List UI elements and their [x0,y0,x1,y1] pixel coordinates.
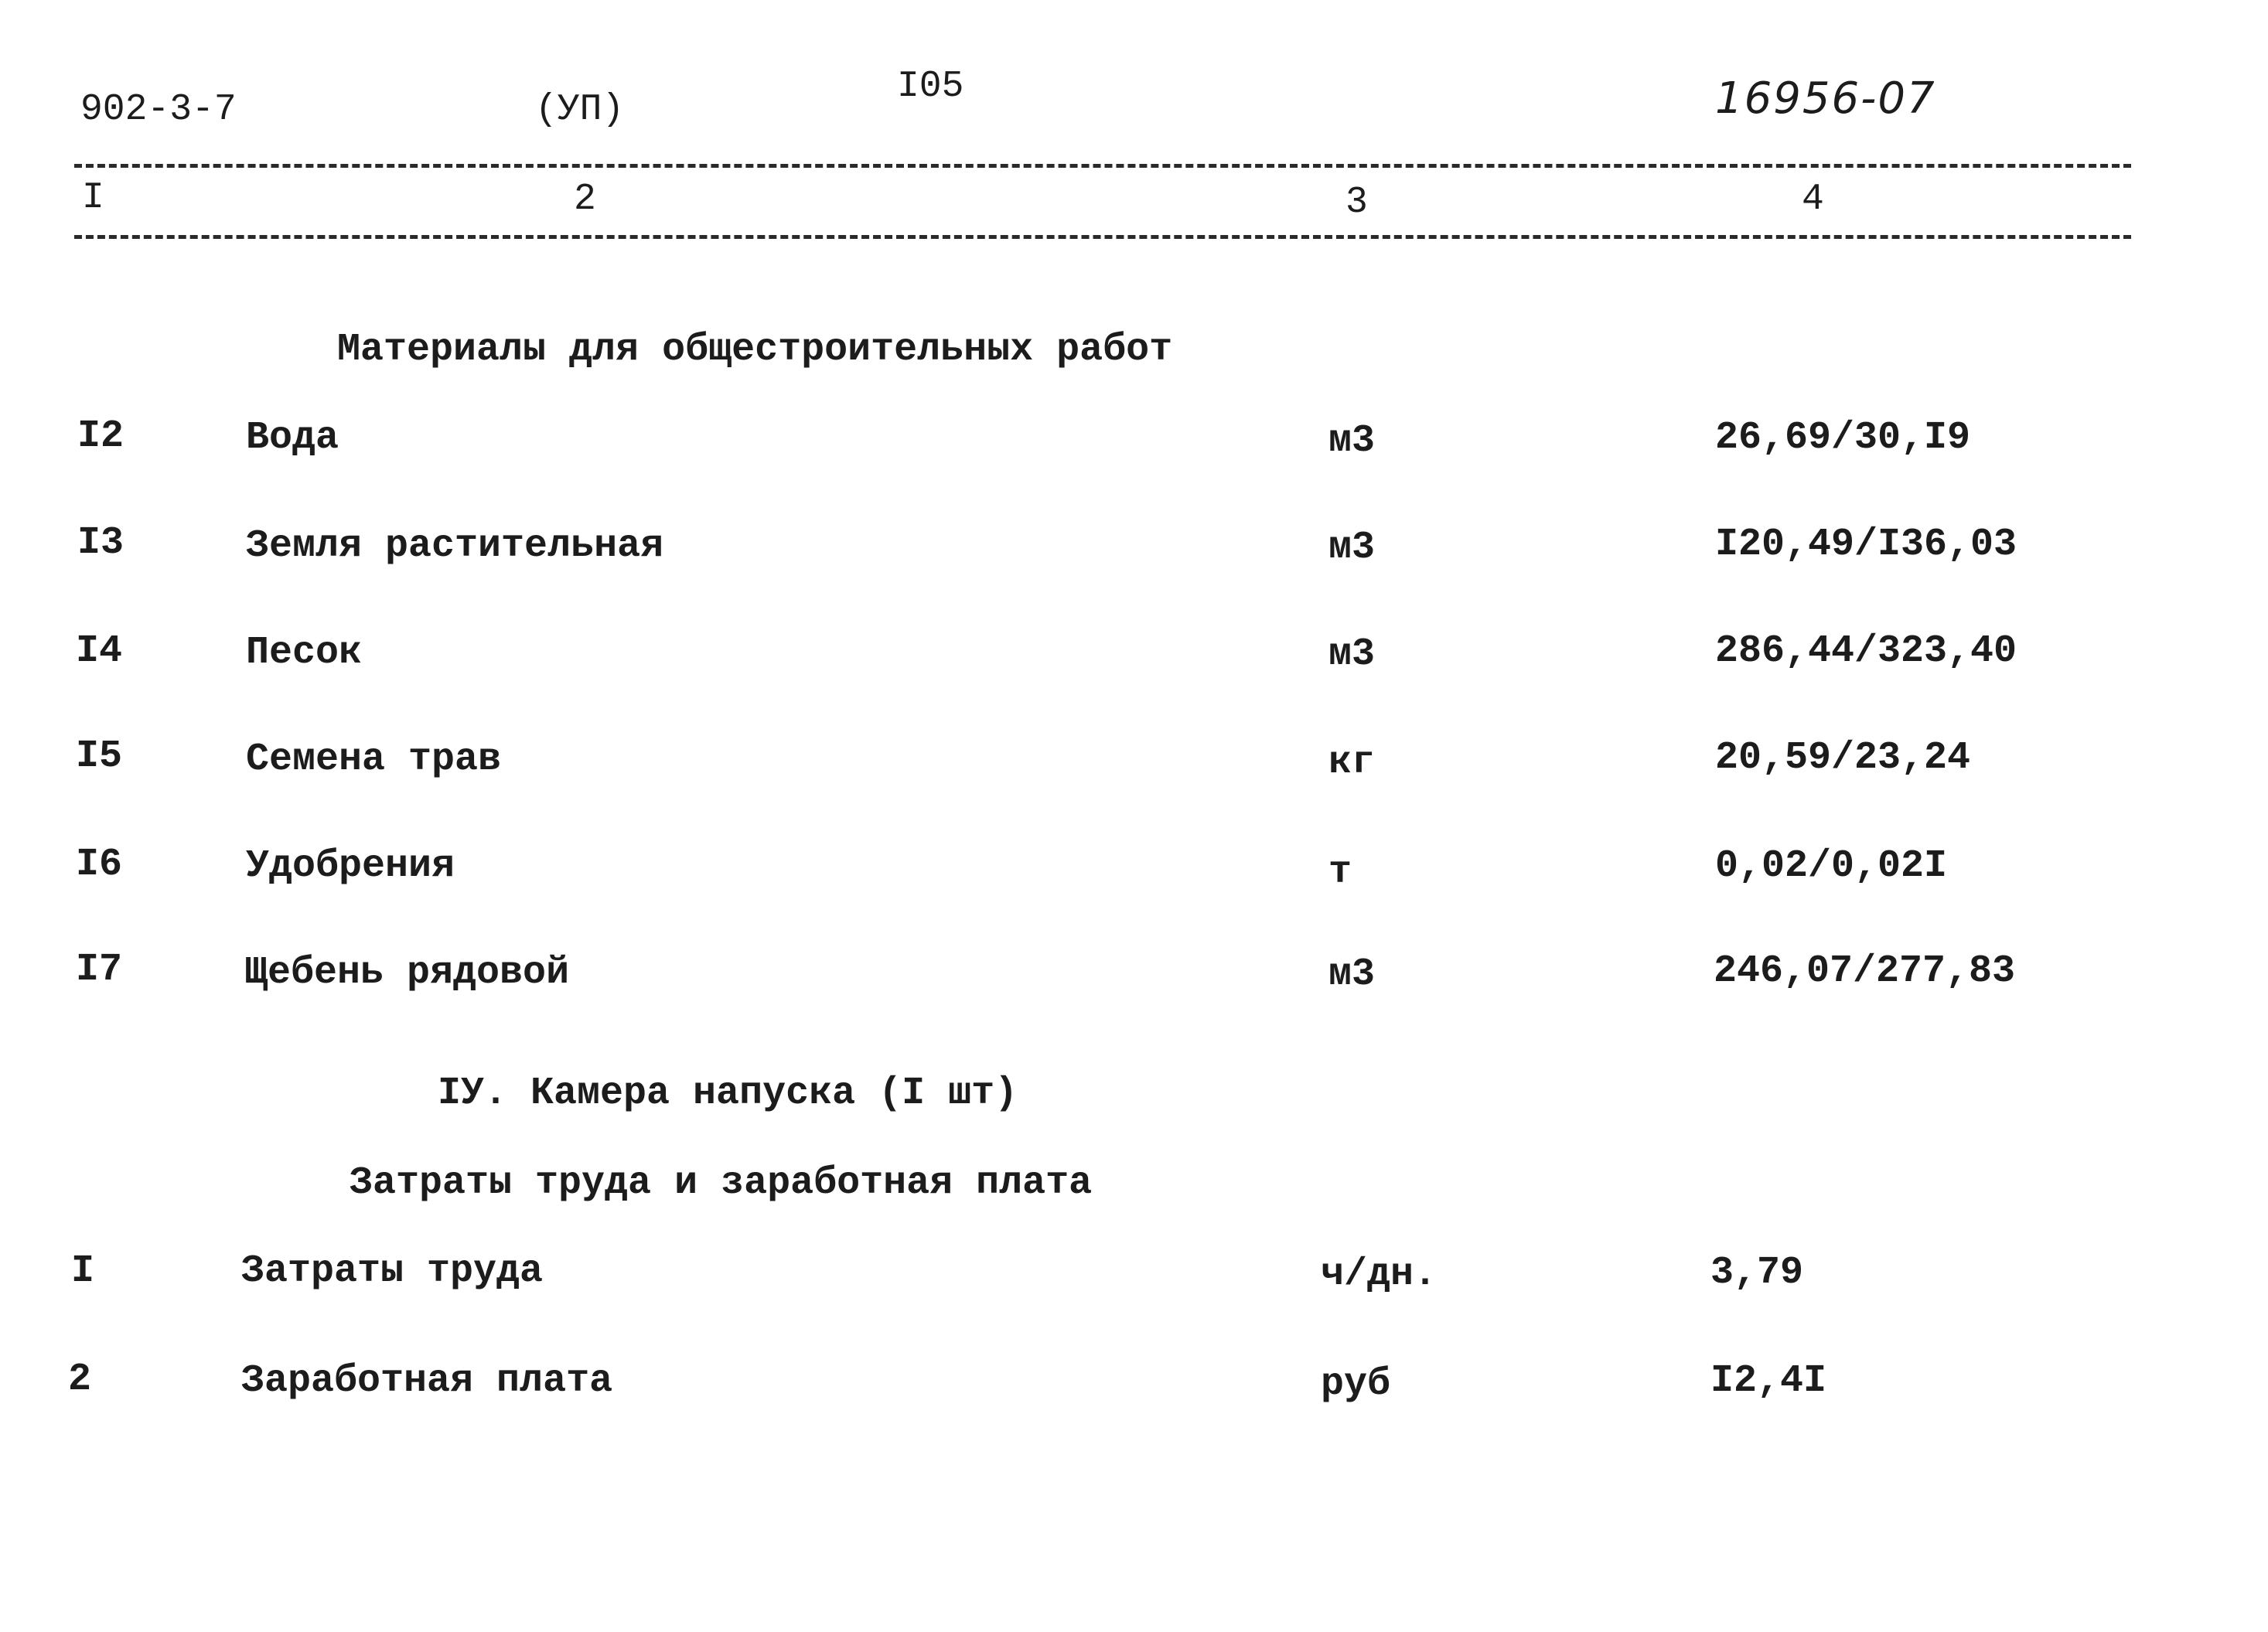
row-name: Затраты труда [241,1249,544,1293]
row-unit: т [1328,850,1352,894]
row-value: 20,59/23,24 [1715,736,1971,780]
row-value: 3,79 [1710,1251,1804,1295]
row-unit: м3 [1328,952,1376,997]
top-dashed-rule [74,164,2131,168]
row-name: Земля растительная [246,524,664,568]
row-value: 286,44/323,40 [1715,629,2017,673]
document-mark: (УП) [535,89,625,131]
row-unit: ч/дн. [1321,1252,1438,1296]
document-code: 902-3-7 [80,89,237,131]
bottom-dashed-rule [74,235,2131,239]
chamber-section-title: IУ. Камера напуска (I шт) [438,1072,1018,1116]
row-number: 2 [68,1358,92,1402]
column-header-4: 4 [1802,179,1824,220]
row-name: Песок [246,631,363,675]
row-value: 246,07/277,83 [1714,949,2016,993]
column-header-3: 3 [1345,182,1368,223]
inventory-number: 16956-07 [1715,73,1936,124]
row-value: 0,02/0,02I [1715,844,1948,888]
row-number: I6 [76,843,123,887]
row-number: I4 [76,629,123,673]
row-number: I5 [76,734,123,779]
row-unit: м3 [1328,419,1376,463]
row-name: Заработная плата [241,1359,613,1403]
column-header-1: I [82,177,104,219]
page-number: I05 [897,66,964,107]
row-name: Семена трав [246,738,502,782]
labor-subsection-title: Затраты труда и заработная плата [350,1161,1093,1205]
row-unit: м3 [1328,632,1376,676]
column-header-2: 2 [574,179,596,220]
row-unit: руб [1321,1362,1391,1406]
row-value: 26,69/30,I9 [1715,416,1971,460]
row-unit: кг [1328,741,1376,785]
row-number: I [71,1249,95,1293]
materials-section-title: Материалы для общестроительных работ [337,328,1173,372]
row-number: I3 [77,521,124,565]
row-value: I20,49/I36,03 [1715,523,2017,567]
row-unit: м3 [1328,526,1376,570]
row-number: I7 [76,948,123,992]
row-value: I2,4I [1710,1359,1827,1403]
row-number: I2 [77,414,124,458]
row-name: Вода [246,416,339,460]
row-name: Удобрения [246,844,455,888]
row-name: Щебень рядовой [244,951,570,995]
